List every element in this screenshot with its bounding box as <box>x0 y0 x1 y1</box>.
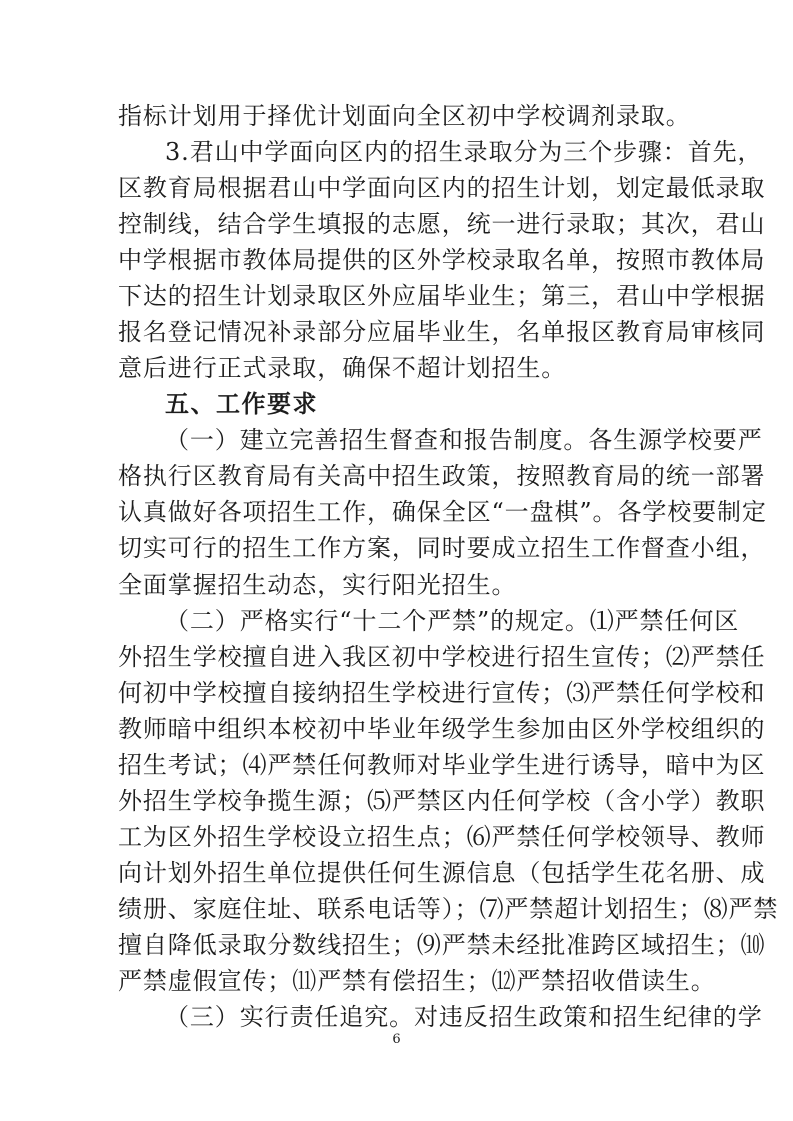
body-line: 区教育局根据君山中学面向区内的招生计划，划定最低录取 <box>118 174 766 202</box>
body-line: 指标计划用于择优计划面向全区初中学校调剂录取。 <box>118 102 691 130</box>
body-line: （二）严格实行“十二个严禁”的规定。⑴严禁任何区 <box>165 607 740 635</box>
body-line: 报名登记情况补录部分应届毕业生，名单报区教育局审核同 <box>118 318 766 346</box>
body-line: 控制线，结合学生填报的志愿，统一进行录取；其次，君山 <box>118 210 766 238</box>
body-line: 招生考试；⑷严禁任何教师对毕业学生进行诱导，暗中为区 <box>118 751 766 779</box>
body-line: 切实可行的招生工作方案，同时要成立招生工作督查小组， <box>118 534 766 562</box>
body-line: 意后进行正式录取，确保不超计划招生。 <box>118 354 567 382</box>
body-line: 教师暗中组织本校初中毕业年级学生参加由区外学校组织的 <box>118 715 766 743</box>
body-line: 下达的招生计划录取区外应届毕业生；第三，君山中学根据 <box>118 282 766 310</box>
body-line: 绩册、家庭住址、联系电话等）；⑺严禁超计划招生；⑻严禁 <box>118 895 779 923</box>
body-line: 何初中学校擅自接纳招生学校进行宣传；⑶严禁任何学校和 <box>118 679 766 707</box>
body-line: 中学根据市教体局提供的区外学校录取名单，按照市教体局 <box>118 246 766 274</box>
body-line: 向计划外招生单位提供任何生源信息（包括学生花名册、成 <box>118 859 766 887</box>
body-line: 3.君山中学面向区内的招生录取分为三个步骤：首先， <box>165 138 763 166</box>
page-number: 6 <box>392 1032 401 1047</box>
body-line: （一）建立完善招生督查和报告制度。各生源学校要严 <box>165 426 763 454</box>
body-line: （三）实行责任追究。对违反招生政策和招生纪律的学 <box>165 1003 763 1031</box>
section-heading: 五、工作要求 <box>165 390 318 418</box>
body-line: 擅自降低录取分数线招生；⑼严禁未经批准跨区域招生；⑽ <box>118 931 766 959</box>
body-line: 外招生学校擅自进入我区初中学校进行招生宣传；⑵严禁任 <box>118 643 766 671</box>
body-line: 外招生学校争揽生源；⑸严禁区内任何学校（含小学）教职 <box>118 787 766 815</box>
body-line: 认真做好各项招生工作，确保全区“一盘棋”。各学校要制定 <box>118 498 767 526</box>
body-line: 格执行区教育局有关高中招生政策，按照教育局的统一部署 <box>118 462 766 490</box>
body-line: 工为区外招生学校设立招生点；⑹严禁任何学校领导、教师 <box>118 823 766 851</box>
body-line: 严禁虚假宣传；⑾严禁有偿招生；⑿严禁招收借读生。 <box>118 967 716 995</box>
body-line: 全面掌握招生动态，实行阳光招生。 <box>118 571 517 599</box>
